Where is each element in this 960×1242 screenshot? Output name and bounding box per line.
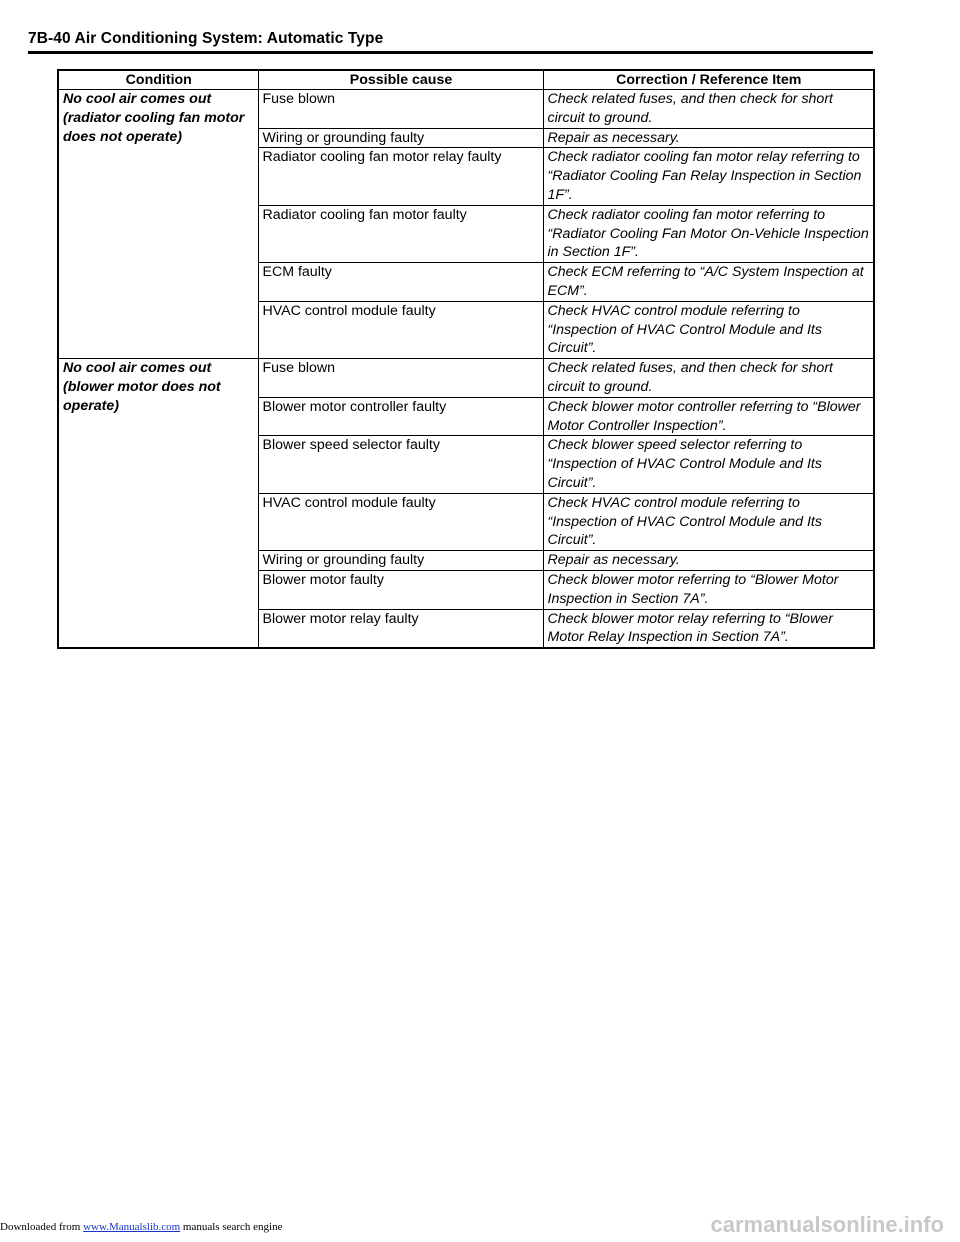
cause-cell: Fuse blown [258, 359, 543, 398]
column-header-possible-cause: Possible cause [258, 70, 543, 90]
cause-cell: Blower motor relay faulty [258, 609, 543, 648]
download-footer [0, 1221, 282, 1233]
correction-cell: Repair as necessary. [543, 128, 874, 148]
condition-cell: No cool air comes out (radiator cooling fan motor does not operate) [58, 90, 258, 359]
cause-cell: Fuse blown [258, 90, 543, 129]
cause-cell: Blower speed selector faulty [258, 436, 543, 493]
cause-cell: Wiring or grounding faulty [258, 551, 543, 571]
cause-cell: Blower motor controller faulty [258, 397, 543, 436]
correction-cell: Repair as necessary. [543, 551, 874, 571]
table-header-row [58, 70, 874, 90]
table-row [58, 90, 874, 129]
manualslib-link[interactable]: www.Manualslib.com [83, 1221, 181, 1233]
correction-cell: Check radiator cooling fan motor relay referring to “Radiator Cooling Fan Relay Inspection in Section 1F”. [543, 148, 874, 205]
correction-cell: Check blower motor referring to “Blower Motor Inspection in Section 7A”. [543, 570, 874, 609]
cause-cell: HVAC control module faulty [258, 301, 543, 358]
table-row [58, 359, 874, 398]
condition-cell: No cool air comes out (blower motor does not operate) [58, 359, 258, 648]
footer-prefix: Downloaded from [0, 1221, 84, 1233]
correction-cell: Check radiator cooling fan motor referring to “Radiator Cooling Fan Motor On-Vehicle Inspection in Section 1F”. [543, 205, 874, 262]
correction-cell: Check blower motor relay referring to “Blower Motor Relay Inspection in Section 7A”. [543, 609, 874, 648]
page-title: 7B-40 Air Conditioning System: Automatic Type [28, 30, 384, 47]
correction-cell: Check HVAC control module referring to “Inspection of HVAC Control Module and Its Circuit”. [543, 493, 874, 550]
cause-cell: Radiator cooling fan motor faulty [258, 205, 543, 262]
correction-cell: Check blower speed selector referring to “Inspection of HVAC Control Module and Its Circuit”. [543, 436, 874, 493]
correction-cell: Check HVAC control module referring to “Inspection of HVAC Control Module and Its Circuit”. [543, 301, 874, 358]
footer-suffix: manuals search engine [180, 1221, 283, 1233]
cause-cell: HVAC control module faulty [258, 493, 543, 550]
cause-cell: Wiring or grounding faulty [258, 128, 543, 148]
cause-cell: Radiator cooling fan motor relay faulty [258, 148, 543, 205]
correction-cell: Check ECM referring to “A/C System Inspection at ECM”. [543, 263, 874, 302]
correction-cell: Check related fuses, and then check for short circuit to ground. [543, 359, 874, 398]
cause-cell: ECM faulty [258, 263, 543, 302]
column-header-condition: Condition [58, 70, 258, 90]
cause-cell: Blower motor faulty [258, 570, 543, 609]
column-header-correction: Correction / Reference Item [543, 70, 874, 90]
header-divider [28, 51, 873, 54]
troubleshooting-table [57, 69, 875, 649]
correction-cell: Check related fuses, and then check for short circuit to ground. [543, 90, 874, 129]
watermark-logo: carmanualsonline.info [710, 1212, 944, 1237]
correction-cell: Check blower motor controller referring to “Blower Motor Controller Inspection”. [543, 397, 874, 436]
